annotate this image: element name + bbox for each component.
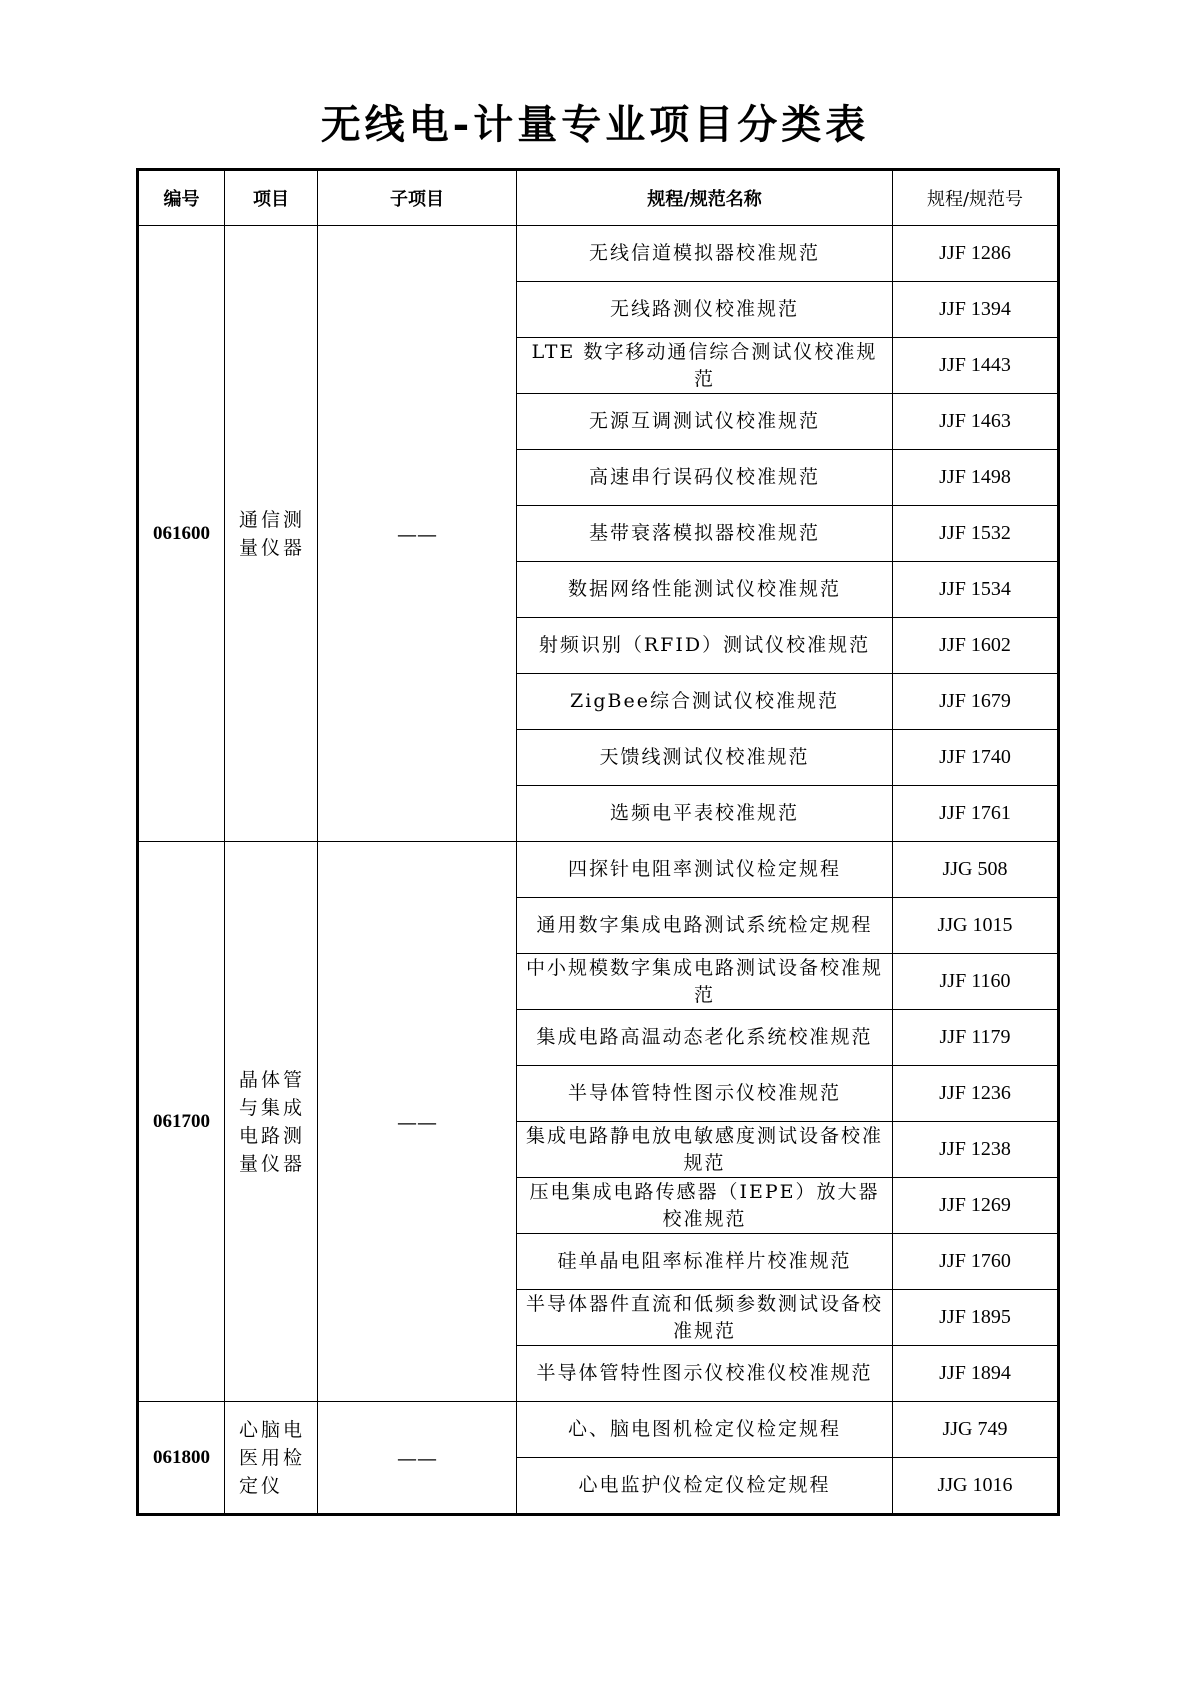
group-code: 061800 bbox=[138, 1402, 225, 1515]
spec-name: 集成电路高温动态老化系统校准规范 bbox=[517, 1010, 893, 1066]
spec-number: JJG 1015 bbox=[893, 898, 1059, 954]
spec-name: 半导体器件直流和低频参数测试设备校准规范 bbox=[517, 1290, 893, 1346]
spec-name: 硅单晶电阻率标准样片校准规范 bbox=[517, 1234, 893, 1290]
spec-name: 心、脑电图机检定仪检定规程 bbox=[517, 1402, 893, 1458]
spec-name: 压电集成电路传感器（IEPE）放大器校准规范 bbox=[517, 1178, 893, 1234]
spec-name: LTE 数字移动通信综合测试仪校准规范 bbox=[517, 338, 893, 394]
spec-name: 无线信道模拟器校准规范 bbox=[517, 226, 893, 282]
spec-number: JJF 1895 bbox=[893, 1290, 1059, 1346]
group-item bbox=[225, 842, 318, 1402]
table-header-row bbox=[138, 170, 1059, 226]
spec-name: 通用数字集成电路测试系统检定规程 bbox=[517, 898, 893, 954]
spec-number: JJF 1532 bbox=[893, 506, 1059, 562]
header-code: 编号 bbox=[138, 170, 225, 226]
spec-name: 射频识别（RFID）测试仪校准规范 bbox=[517, 618, 893, 674]
spec-number: JJF 1236 bbox=[893, 1066, 1059, 1122]
spec-number: JJF 1160 bbox=[893, 954, 1059, 1010]
spec-name: 无源互调测试仪校准规范 bbox=[517, 394, 893, 450]
spec-name: 心电监护仪检定仪检定规程 bbox=[517, 1458, 893, 1515]
spec-number: JJF 1238 bbox=[893, 1122, 1059, 1178]
group-subitem: —— bbox=[318, 1402, 517, 1515]
header-number: 规程/规范号 bbox=[893, 170, 1059, 226]
spec-number: JJG 508 bbox=[893, 842, 1059, 898]
spec-name: 基带衰落模拟器校准规范 bbox=[517, 506, 893, 562]
spec-number: JJF 1740 bbox=[893, 730, 1059, 786]
spec-number: JJF 1761 bbox=[893, 786, 1059, 842]
group-item-line: 通信测 bbox=[239, 508, 306, 531]
table-body bbox=[138, 226, 1059, 1515]
spec-number: JJG 749 bbox=[893, 1402, 1059, 1458]
spec-number: JJF 1498 bbox=[893, 450, 1059, 506]
table-row bbox=[138, 1402, 1059, 1458]
spec-number: JJF 1269 bbox=[893, 1178, 1059, 1234]
spec-name: 半导体管特性图示仪校准规范 bbox=[517, 1066, 893, 1122]
page-title: 无线电-计量专业项目分类表 bbox=[320, 101, 870, 148]
classification-table bbox=[136, 168, 1060, 1516]
spec-number: JJF 1760 bbox=[893, 1234, 1059, 1290]
group-item-line: 定仪 bbox=[239, 1474, 284, 1497]
group-code: 061600 bbox=[138, 226, 225, 842]
header-item: 项目 bbox=[225, 170, 318, 226]
spec-number: JJF 1179 bbox=[893, 1010, 1059, 1066]
spec-name: 数据网络性能测试仪校准规范 bbox=[517, 562, 893, 618]
table-row bbox=[138, 226, 1059, 282]
spec-number: JJG 1016 bbox=[893, 1458, 1059, 1515]
spec-name: 四探针电阻率测试仪检定规程 bbox=[517, 842, 893, 898]
spec-name: 集成电路静电放电敏感度测试设备校准规范 bbox=[517, 1122, 893, 1178]
spec-name: 无线路测仪校准规范 bbox=[517, 282, 893, 338]
spec-number: JJF 1534 bbox=[893, 562, 1059, 618]
spec-name: 天馈线测试仪校准规范 bbox=[517, 730, 893, 786]
group-subitem: —— bbox=[318, 842, 517, 1402]
group-item-line: 与集成 bbox=[239, 1096, 306, 1119]
spec-number: JJF 1602 bbox=[893, 618, 1059, 674]
spec-number: JJF 1394 bbox=[893, 282, 1059, 338]
spec-number: JJF 1679 bbox=[893, 674, 1059, 730]
group-code: 061700 bbox=[138, 842, 225, 1402]
group-item bbox=[225, 226, 318, 842]
group-item-line: 电路测 bbox=[239, 1124, 306, 1147]
group-item-line: 晶体管 bbox=[239, 1068, 306, 1091]
spec-number: JJF 1443 bbox=[893, 338, 1059, 394]
spec-number: JJF 1463 bbox=[893, 394, 1059, 450]
spec-name: ZigBee综合测试仪校准规范 bbox=[517, 674, 893, 730]
spec-name: 中小规模数字集成电路测试设备校准规范 bbox=[517, 954, 893, 1010]
group-item-line: 心脑电 bbox=[239, 1418, 306, 1441]
spec-number: JJF 1286 bbox=[893, 226, 1059, 282]
group-item bbox=[225, 1402, 318, 1515]
table-row bbox=[138, 842, 1059, 898]
header-name: 规程/规范名称 bbox=[517, 170, 893, 226]
group-item-line: 医用检 bbox=[239, 1446, 306, 1469]
header-subitem: 子项目 bbox=[318, 170, 517, 226]
spec-name: 半导体管特性图示仪校准仪校准规范 bbox=[517, 1346, 893, 1402]
group-subitem: —— bbox=[318, 226, 517, 842]
group-item-line: 量仪器 bbox=[239, 536, 306, 559]
spec-name: 选频电平表校准规范 bbox=[517, 786, 893, 842]
group-item-line: 量仪器 bbox=[239, 1152, 306, 1175]
spec-number: JJF 1894 bbox=[893, 1346, 1059, 1402]
spec-name: 高速串行误码仪校准规范 bbox=[517, 450, 893, 506]
